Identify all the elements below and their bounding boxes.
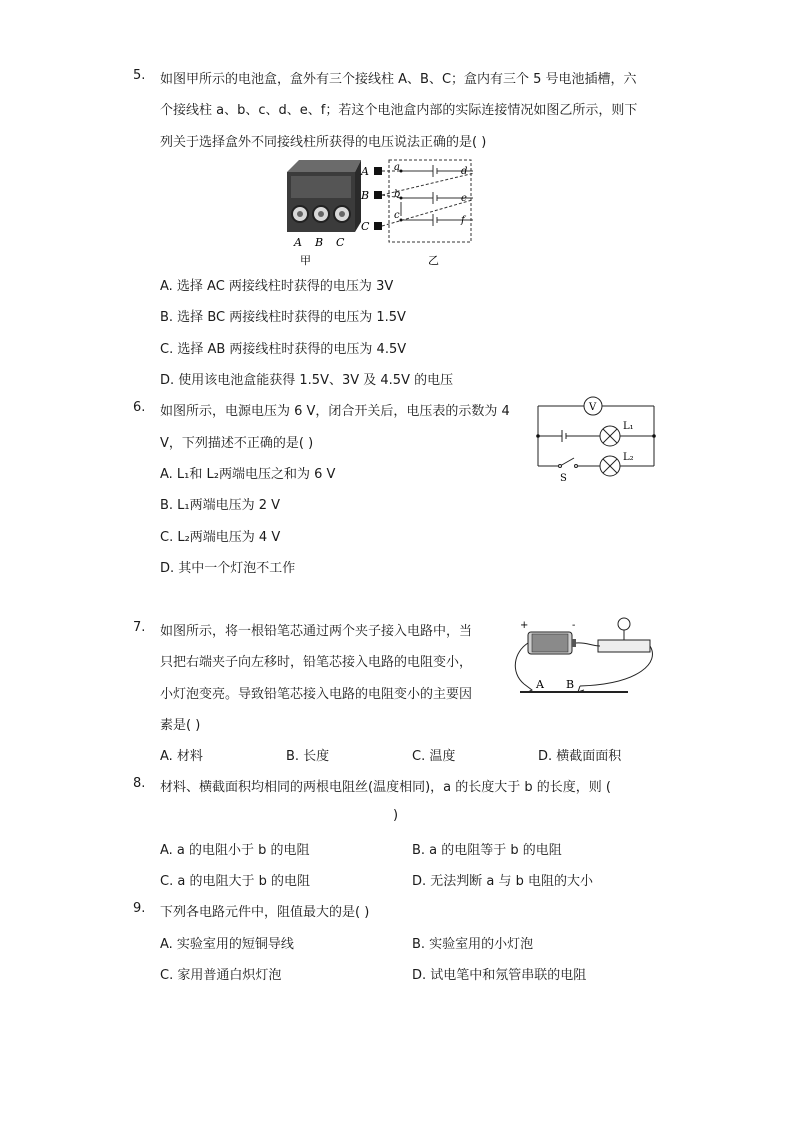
q6-option-d: D. 其中一个灯泡不工作 xyxy=(160,561,296,576)
q5-figure-svg xyxy=(283,156,473,271)
q8-option-d: D. 无法判断 a 与 b 电阻的大小 xyxy=(412,874,594,889)
q6-circuit-figure xyxy=(532,396,662,484)
q7-figure-svg xyxy=(510,612,660,700)
terminal-B xyxy=(374,191,382,199)
q6-option-c: C. L₂两端电压为 4 V xyxy=(160,530,281,545)
q9-number: 9. xyxy=(133,901,146,916)
battery-box-photo xyxy=(287,160,361,232)
q7-number: 7. xyxy=(133,620,146,635)
q6-circuit-svg xyxy=(532,396,662,484)
box-terminal-label-B: B xyxy=(315,236,324,249)
l2-label: L₂ xyxy=(623,452,634,463)
q5-option-c: C. 选择 AB 两接线柱时获得的电压为 4.5V xyxy=(160,342,407,357)
q8-number: 8. xyxy=(133,776,146,791)
q5-option-b: B. 选择 BC 两接线柱时获得的电压为 1.5V xyxy=(160,310,406,325)
battery-plus-label: + xyxy=(520,620,529,631)
q8-line-2: ) xyxy=(393,808,399,823)
q6-option-a: A. L₁和 L₂两端电压之和为 6 V xyxy=(160,467,336,482)
q7-line-4: 素是( ) xyxy=(160,718,201,733)
l1-label: L₁ xyxy=(623,421,634,432)
figure-label-yi: 乙 xyxy=(428,254,439,267)
q7-option-b: B. 长度 xyxy=(286,749,330,764)
q7-line-1: 如图所示，将一根铅笔芯通过两个夹子接入电路中，当 xyxy=(160,624,473,639)
clip-a-icon xyxy=(524,684,532,692)
q8-option-b: B. a 的电阻等于 b 的电阻 xyxy=(412,843,562,858)
q5-option-a: A. 选择 AC 两接线柱时获得的电压为 3V xyxy=(160,279,394,294)
node-e-label: e xyxy=(461,193,467,204)
q9-line-1: 下列各电路元件中，阻值最大的是( ) xyxy=(160,905,370,920)
node-b-label: b xyxy=(394,189,401,200)
q9-option-a: A. 实验室用的短铜导线 xyxy=(160,937,294,952)
q5-option-d: D. 使用该电池盒能获得 1.5V、3V 及 4.5V 的电压 xyxy=(160,373,454,388)
node-d-label: d xyxy=(461,166,468,177)
terminal-A-label: A xyxy=(361,165,369,178)
node-c-label: c xyxy=(394,210,400,221)
q7-option-c: C. 温度 xyxy=(412,749,456,764)
node-a-label: a xyxy=(394,162,400,173)
q6-line-2: V，下列描述不正确的是( ) xyxy=(160,436,314,451)
q5-number: 5. xyxy=(133,68,146,83)
box-terminal-label-C: C xyxy=(336,236,345,249)
clip-b-label: B xyxy=(566,678,575,691)
q7-line-2: 只把右端夹子向左移时，铅笔芯接入电路的电阻变小， xyxy=(160,655,473,670)
q6-number: 6. xyxy=(133,400,146,415)
terminal-C xyxy=(374,222,382,230)
q8-option-a: A. a 的电阻小于 b 的电阻 xyxy=(160,843,310,858)
node-f-label: f xyxy=(461,215,465,226)
box-terminal-label-A: A xyxy=(294,236,302,249)
terminal-C-label: C xyxy=(361,220,370,233)
bulb-l2-icon xyxy=(600,456,620,476)
clip-a-label: A xyxy=(536,678,544,691)
q6-line-1: 如图所示，电源电压为 6 V，闭合开关后，电压表的示数为 4 xyxy=(160,404,510,419)
battery-minus-label: - xyxy=(572,620,576,631)
q5-figure xyxy=(283,156,473,271)
switch-label: S xyxy=(560,473,567,484)
terminal-A xyxy=(374,167,382,175)
q5-line-3: 列关于选择盒外不同接线柱所获得的电压说法正确的是( ) xyxy=(160,135,487,150)
q9-option-d: D. 试电笔中和氖管串联的电阻 xyxy=(412,968,587,983)
q7-figure xyxy=(510,612,660,700)
bulb-l1-icon xyxy=(600,426,620,446)
figure-label-jia: 甲 xyxy=(300,254,311,267)
bulb-on-board-icon xyxy=(598,618,650,652)
voltmeter-label: V xyxy=(589,402,597,413)
q5-line-2: 个接线柱 a、b、c、d、e、f；若这个电池盒内部的实际连接情况如图乙所示，则下 xyxy=(160,103,638,118)
q6-option-b: B. L₁两端电压为 2 V xyxy=(160,498,281,513)
battery-icon xyxy=(528,632,576,654)
q7-line-3: 小灯泡变亮。导致铅笔芯接入电路的电阻变小的主要因 xyxy=(160,687,473,702)
terminal-B-label: B xyxy=(361,189,370,202)
q9-option-b: B. 实验室用的小灯泡 xyxy=(412,937,534,952)
q5-line-1: 如图甲所示的电池盒，盒外有三个接线柱 A、B、C；盒内有三个 5 号电池插槽，六 xyxy=(160,72,637,87)
q8-line-1: 材料、横截面积均相同的两根电阻丝(温度相同)，a 的长度大于 b 的长度，则 ( xyxy=(160,780,611,795)
q7-option-d: D. 横截面面积 xyxy=(538,749,622,764)
q8-option-c: C. a 的电阻大于 b 的电阻 xyxy=(160,874,310,889)
q9-option-c: C. 家用普通白炽灯泡 xyxy=(160,968,282,983)
q7-option-a: A. 材料 xyxy=(160,749,203,764)
